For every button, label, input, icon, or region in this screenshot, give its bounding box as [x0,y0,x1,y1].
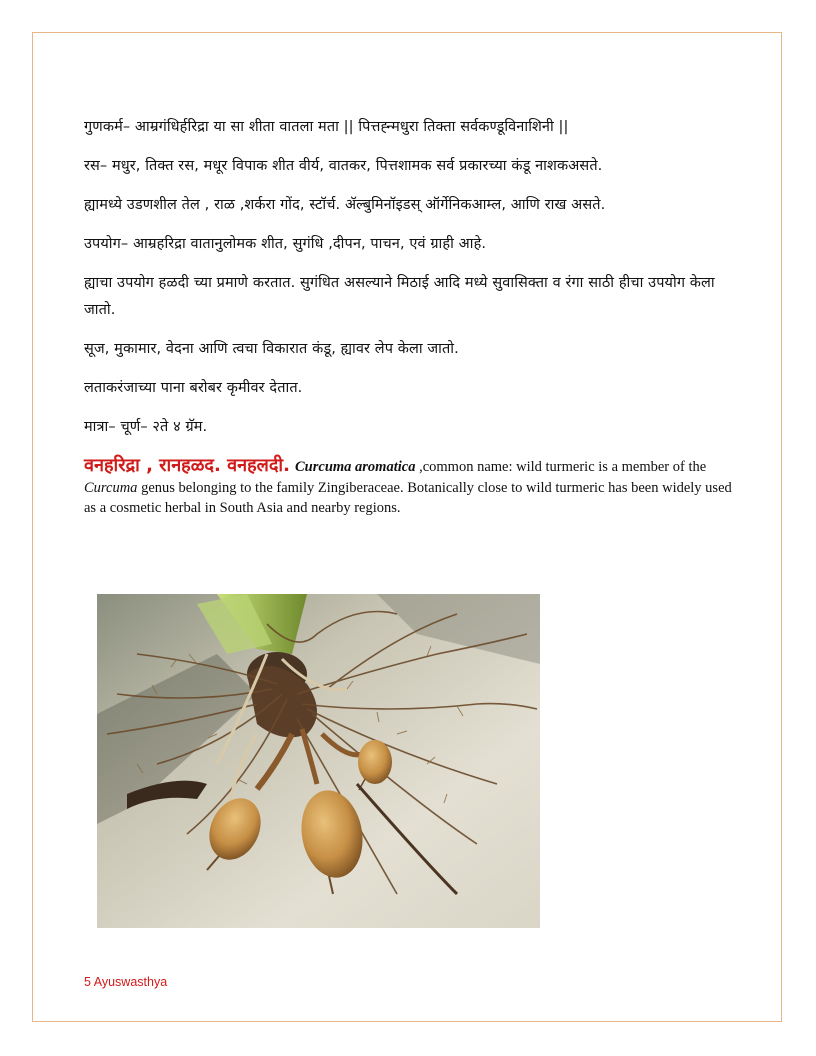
uses-paragraph: उपयोग– आम्रहरिद्रा वातानुलोमक शीत, सुगंधि ,दीपन, पाचन, एवं ग्राही आहे. [84,236,487,252]
swelling-paragraph: सूज, मुकामार, वेदना आणि त्वचा विकारात कंडू, ह्यावर लेप केला जातो. [84,341,459,357]
species-heading: वनहरिद्रा , रानहळद. वनहलदी. [84,455,290,476]
scientific-name: Curcuma aromatica [295,459,416,475]
species-section [84,453,734,517]
latakaranja-paragraph: लताकरंजाच्या पाना बरोबर कृमीवर देतात. [84,380,303,396]
wild-turmeric-rhizome-photo [97,594,540,928]
rasa-paragraph: रस– मधुर, तिक्त रस, मधूर विपाक शीत वीर्य, वातकर, पित्तशामक सर्व प्रकारच्या कंडू नाशकअसते. [84,158,603,174]
constituents-paragraph: ह्यामध्ये उडणशील तेल , राळ ,शर्करा गोंद, स्टॉर्च. ॲल्बुमिनॉइडस् ऑर्गेनिकआम्ल, आणि राख असते. [84,197,606,213]
genus-name: Curcuma [84,480,138,496]
dosage-paragraph: मात्रा– चूर्ण– २ते ४ ग्रॅम. [84,419,208,435]
gunakarma-paragraph: गुणकर्म– आम्रगंधिर्हरिद्रा या सा शीता वातला मता || पित्तह्न्मधुरा तिक्ता सर्वकण्डूविनाशिनी || [84,119,569,135]
description-part-1: ,common name: wild turmeric is a member of the [415,459,707,475]
description-part-2: genus belonging to the family Zingiberaceae. Botanically close to wild turmeric has been widely used as a cosmetic herbal in South Asia and nearby regions. [84,480,732,516]
page-footer: 5 Ayuswasthya [84,975,168,989]
page-content [84,114,734,517]
turmeric-use-paragraph: ह्याचा उपयोग हळदी च्या प्रमाणे करतात. सुगंधित असल्याने मिठाई आदि मध्ये सुवासिक्ता व रंगा साठी हीचा उपयोग केला जातो. [84,275,715,318]
